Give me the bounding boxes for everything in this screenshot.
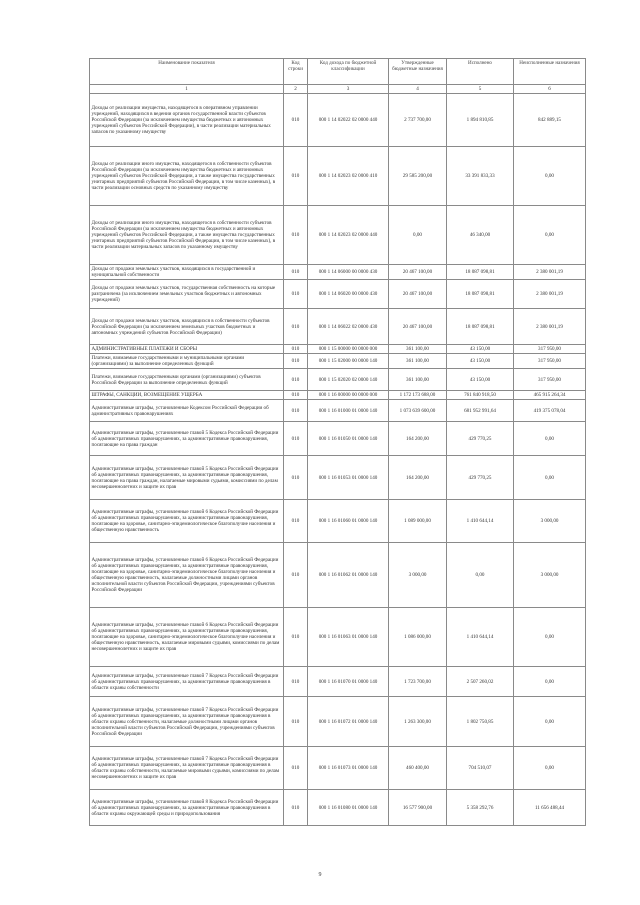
- row-name: Доходы от продажи земельных участков, находящихся в государственной и муниципальной собственности: [90, 265, 284, 280]
- row-code: 010: [284, 280, 308, 309]
- table-row: [90, 94, 586, 147]
- table-row: [90, 697, 586, 747]
- table-row: [90, 354, 586, 369]
- table-row: [90, 747, 586, 790]
- row-executed: 43 150,00: [447, 369, 514, 391]
- header-indicator-name: Наименование показателя: [90, 59, 284, 85]
- row-unexecuted: 3 000,00: [514, 500, 586, 543]
- row-approved: 20 467 100,00: [389, 280, 447, 309]
- table-row: [90, 456, 586, 500]
- budget-execution-table: [89, 58, 586, 826]
- row-unexecuted: 0,00: [514, 667, 586, 697]
- row-name: ШТРАФЫ, САНКЦИИ, ВОЗМЕЩЕНИЕ УЩЕРБА: [90, 391, 284, 400]
- row-unexecuted: 2 380 001,19: [514, 280, 586, 309]
- row-executed: 761 840 918,50: [447, 391, 514, 400]
- row-name: Доходы от продажи земельных участков, находящихся в собственности субъектов Российской Федерации (за исключением земельных участков бюджетных и автономных учреждений субъектов Российской Федерации): [90, 309, 284, 345]
- row-kbk: 000 1 14 06022 02 0000 430: [308, 309, 389, 345]
- row-executed: 1 410 644,14: [447, 608, 514, 667]
- row-approved: 361 100,00: [389, 369, 447, 391]
- row-unexecuted: 0,00: [514, 422, 586, 456]
- row-unexecuted: 2 380 001,19: [514, 309, 586, 345]
- row-name: Платежи, взимаемые государственными органами (организациями) субъектов Российской Федерации за выполнение определенных функций: [90, 369, 284, 391]
- row-unexecuted: 0,00: [514, 206, 586, 265]
- row-kbk: 000 1 16 01000 01 0000 140: [308, 400, 389, 422]
- column-number: 6: [514, 85, 586, 94]
- table-row: [90, 422, 586, 456]
- column-number: 3: [308, 85, 389, 94]
- row-approved: 1 086 000,00: [389, 608, 447, 667]
- table-row: [90, 265, 586, 280]
- row-name: Доходы от продажи земельных участков, государственная собственность на которые разграничена (за исключением земельных участков бюджетных и автономных учреждений): [90, 280, 284, 309]
- row-code: 010: [284, 345, 308, 354]
- row-name: Административные штрафы, установленные главой 8 Кодекса Российской Федерации об административных правонарушениях, за административные правонарушения в области охраны окружающей среды и природопользования: [90, 790, 284, 826]
- row-unexecuted: 0,00: [514, 608, 586, 667]
- row-kbk: 000 1 16 00000 00 0000 000: [308, 391, 389, 400]
- table-row: [90, 369, 586, 391]
- row-kbk: 000 1 14 06000 00 0000 430: [308, 265, 389, 280]
- row-approved: 16 577 900,00: [389, 790, 447, 826]
- row-approved: 1 089 000,00: [389, 500, 447, 543]
- row-executed: 704 510,07: [447, 747, 514, 790]
- row-executed: 18 087 098,81: [447, 280, 514, 309]
- row-code: 010: [284, 206, 308, 265]
- row-kbk: 000 1 16 01063 01 0000 140: [308, 608, 389, 667]
- row-kbk: 000 1 16 01070 01 0000 140: [308, 667, 389, 697]
- row-unexecuted: 2 380 001,19: [514, 265, 586, 280]
- row-unexecuted: 3 000,00: [514, 543, 586, 608]
- table-row: [90, 667, 586, 697]
- row-code: 010: [284, 369, 308, 391]
- row-unexecuted: 0,00: [514, 747, 586, 790]
- table-header-row: [90, 59, 586, 85]
- row-executed: 33 391 833,33: [447, 147, 514, 206]
- row-executed: 46 340,00: [447, 206, 514, 265]
- column-number: 2: [284, 85, 308, 94]
- row-approved: 460 400,00: [389, 747, 447, 790]
- row-executed: 18 087 098,81: [447, 309, 514, 345]
- row-kbk: 000 1 14 02023 02 0000 440: [308, 206, 389, 265]
- row-name: Административные штрафы, установленные главой 6 Кодекса Российской Федерации об административных правонарушениях, за административные правонарушения, посягающие на здоровье, санитарно-эпидемиологическое благополучие населения и общественную нравственность, налагаемые мировыми судьями, комиссиями по делам несовершеннолетних и защите их прав: [90, 608, 284, 667]
- row-name: Доходы от реализации иного имущества, находящегося в собственности субъектов Российской Федерации (за исключением имущества бюджетных и автономных учреждений субъектов Российской Федерации, а также имущества государственных унитарных предприятий субъектов Российской Федерации, в том числе казенных), в части реализации основных средств по указанному имуществу: [90, 147, 284, 206]
- row-approved: 3 000,00: [389, 543, 447, 608]
- row-name: Административные штрафы, установленные главой 5 Кодекса Российской Федерации об административных правонарушениях, за административные правонарушения, посягающие на права граждан, налагаемые мировыми судьями, комиссиями по делам несовершеннолетних и защите их прав: [90, 456, 284, 500]
- row-code: 010: [284, 667, 308, 697]
- row-code: 010: [284, 608, 308, 667]
- row-code: 010: [284, 147, 308, 206]
- row-executed: 429 770,25: [447, 456, 514, 500]
- row-approved: 164 200,00: [389, 422, 447, 456]
- row-unexecuted: 317 950,00: [514, 354, 586, 369]
- row-kbk: 000 1 16 01050 01 0000 140: [308, 422, 389, 456]
- row-name: Административные штрафы, установленные главой 7 Кодекса Российской Федерации об административных правонарушениях, за административные правонарушения в области охраны собственности, налагаемые мировыми судьями, комиссиями по делам несовершеннолетних и защите их прав: [90, 747, 284, 790]
- row-approved: 1 073 639 600,00: [389, 400, 447, 422]
- column-number-row: [90, 85, 586, 94]
- row-code: 010: [284, 500, 308, 543]
- row-approved: 361 100,00: [389, 345, 447, 354]
- header-executed: Исполнено: [447, 59, 514, 85]
- row-name: Административные штрафы, установленные Кодексом Российской Федерации об административных правонарушениях: [90, 400, 284, 422]
- table-row: [90, 500, 586, 543]
- row-unexecuted: 0,00: [514, 147, 586, 206]
- row-executed: 429 770,25: [447, 422, 514, 456]
- table-row: [90, 147, 586, 206]
- header-unexecuted: Неисполненные назначения: [514, 59, 586, 85]
- row-code: 010: [284, 697, 308, 747]
- row-approved: 361 100,00: [389, 354, 447, 369]
- row-unexecuted: 317 950,00: [514, 345, 586, 354]
- row-approved: 2 737 700,00: [389, 94, 447, 147]
- row-unexecuted: 419 375 078,04: [514, 400, 586, 422]
- column-number: 1: [90, 85, 284, 94]
- row-kbk: 000 1 15 00000 00 0000 000: [308, 345, 389, 354]
- table-row: [90, 608, 586, 667]
- row-code: 010: [284, 747, 308, 790]
- row-kbk: 000 1 15 02000 00 0000 140: [308, 354, 389, 369]
- row-approved: 0,00: [389, 206, 447, 265]
- row-executed: 1 894 810,85: [447, 94, 514, 147]
- row-approved: 20 467 100,00: [389, 309, 447, 345]
- row-executed: 43 150,00: [447, 345, 514, 354]
- row-code: 010: [284, 543, 308, 608]
- row-code: 010: [284, 400, 308, 422]
- row-code: 010: [284, 309, 308, 345]
- header-line-code: Код строки: [284, 59, 308, 85]
- row-name: Административные штрафы, установленные главой 7 Кодекса Российской Федерации об административных правонарушениях, за административные правонарушения в области охраны собственности: [90, 667, 284, 697]
- row-code: 010: [284, 456, 308, 500]
- row-name: АДМИНИСТРАТИВНЫЕ ПЛАТЕЖИ И СБОРЫ: [90, 345, 284, 354]
- column-number: 5: [447, 85, 514, 94]
- header-budget-code: Код дохода по бюджетной классификации: [308, 59, 389, 85]
- row-unexecuted: 842 889,15: [514, 94, 586, 147]
- row-kbk: 000 1 16 01062 01 0000 140: [308, 543, 389, 608]
- column-number: 4: [389, 85, 447, 94]
- table-row: [90, 345, 586, 354]
- table-body: [90, 94, 586, 826]
- table-row: [90, 280, 586, 309]
- row-kbk: 000 1 16 01053 01 0000 140: [308, 456, 389, 500]
- row-code: 010: [284, 790, 308, 826]
- row-executed: 1 802 750,85: [447, 697, 514, 747]
- header-approved: Утвержденные бюджетные назначения: [389, 59, 447, 85]
- row-executed: 2 507 260,02: [447, 667, 514, 697]
- row-approved: 1 263 300,00: [389, 697, 447, 747]
- row-kbk: 000 1 16 01080 01 0000 140: [308, 790, 389, 826]
- table-row: [90, 206, 586, 265]
- row-kbk: 000 1 14 02022 02 0000 440: [308, 94, 389, 147]
- row-code: 010: [284, 265, 308, 280]
- row-name: Административные штрафы, установленные главой 6 Кодекса Российской Федерации об административных правонарушениях, за административные правонарушения, посягающие на здоровье, санитарно-эпидемиологическое благополучие населения и общественную нравственность, налагаемые должностными лицами органов исполнительной власти субъектов Российской Федерации, учреждениями субъектов Российской Федерации: [90, 543, 284, 608]
- row-approved: 20 467 100,00: [389, 265, 447, 280]
- table-row: [90, 543, 586, 608]
- page-number: 9: [318, 872, 322, 878]
- row-approved: 164 200,00: [389, 456, 447, 500]
- row-unexecuted: 0,00: [514, 697, 586, 747]
- table-row: [90, 391, 586, 400]
- row-code: 010: [284, 94, 308, 147]
- row-unexecuted: 465 915 264,34: [514, 391, 586, 400]
- row-name: Доходы от реализации имущества, находящегося в оперативном управлении учреждений, находящихся в ведении органов государственной власти субъектов Российской Федерации (за исключением имущества бюджетных и автономных учреждений субъектов Российской Федерации), в части реализации материальных запасов по указанному имуществу: [90, 94, 284, 147]
- row-executed: 0,00: [447, 543, 514, 608]
- row-executed: 5 358 292,76: [447, 790, 514, 826]
- row-code: 010: [284, 422, 308, 456]
- row-code: 010: [284, 391, 308, 400]
- row-executed: 681 952 991,64: [447, 400, 514, 422]
- row-kbk: 000 1 16 01060 01 0000 140: [308, 500, 389, 543]
- row-kbk: 000 1 15 02020 02 0000 140: [308, 369, 389, 391]
- table-row: [90, 400, 586, 422]
- row-kbk: 000 1 14 02023 02 0000 410: [308, 147, 389, 206]
- row-unexecuted: 0,00: [514, 456, 586, 500]
- row-name: Доходы от реализации иного имущества, находящегося в собственности субъектов Российской Федерации (за исключением имущества бюджетных и автономных учреждений субъектов Российской Федерации, а также имущества государственных унитарных предприятий субъектов Российской Федерации, в том числе казенных), в части реализации материальных запасов по указанному имуществу: [90, 206, 284, 265]
- row-approved: 1 723 700,00: [389, 667, 447, 697]
- row-approved: 29 585 200,00: [389, 147, 447, 206]
- row-name: Административные штрафы, установленные главой 7 Кодекса Российской Федерации об административных правонарушениях, за административные правонарушения в области охраны собственности, налагаемые должностными лицами органов исполнительной власти субъектов Российской Федерации, учреждениями субъектов Российской Федерации: [90, 697, 284, 747]
- row-unexecuted: 11 656 488,44: [514, 790, 586, 826]
- table-row: [90, 790, 586, 826]
- row-unexecuted: 317 950,00: [514, 369, 586, 391]
- table-row: [90, 309, 586, 345]
- row-code: 010: [284, 354, 308, 369]
- row-approved: 1 172 173 688,00: [389, 391, 447, 400]
- row-name: Административные штрафы, установленные главой 6 Кодекса Российской Федерации об административных правонарушениях, за административные правонарушения, посягающие на здоровье, санитарно-эпидемиологическое благополучие населения и общественную нравственность: [90, 500, 284, 543]
- row-executed: 43 150,00: [447, 354, 514, 369]
- row-name: Административные штрафы, установленные главой 5 Кодекса Российской Федерации об административных правонарушениях, за административные правонарушения, посягающие на права граждан: [90, 422, 284, 456]
- row-executed: 1 410 644,14: [447, 500, 514, 543]
- row-kbk: 000 1 14 06020 00 0000 430: [308, 280, 389, 309]
- row-executed: 18 087 098,81: [447, 265, 514, 280]
- row-kbk: 000 1 16 01072 01 0000 140: [308, 697, 389, 747]
- row-kbk: 000 1 16 01073 01 0000 140: [308, 747, 389, 790]
- row-name: Платежи, взимаемые государственными и муниципальными органами (организациями) за выполнение определенных функций: [90, 354, 284, 369]
